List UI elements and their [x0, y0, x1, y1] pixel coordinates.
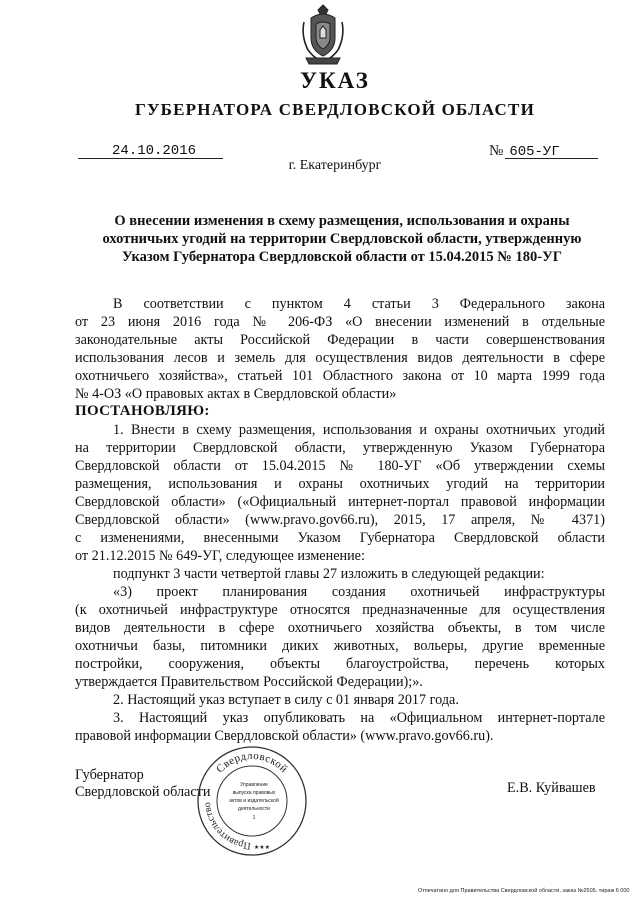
- signatory-region: Свердловской области: [75, 784, 211, 800]
- document-heading: [82, 212, 602, 266]
- signatory-title: Губернатор: [75, 767, 144, 783]
- document-city: г. Екатеринбург: [288, 158, 382, 173]
- stamp-ring-left: Правительство: [201, 801, 252, 852]
- item-1-line: от 21.12.2015 № 649-УГ, следующее изменение:: [75, 548, 365, 564]
- subitem-intro: подпункт 3 части четвертой главы 27 изложить в следующей редакции:: [113, 566, 545, 582]
- preamble-line: использования лесов и земель для осуществления видов деятельности в сфере: [75, 350, 605, 366]
- coat-of-arms-icon: [300, 4, 346, 68]
- item-1-line: на территории Свердловской области, утвержденную Указом Губернатора: [75, 440, 605, 456]
- subitem-line: (к охотничьей инфраструктуре относятся предназначенные для осуществления: [75, 602, 605, 618]
- item-3-line: 3. Настоящий указ опубликовать на «Официальном интернет-портале: [113, 710, 605, 726]
- item-2: 2. Настоящий указ вступает в силу с 01 января 2017 года.: [113, 692, 459, 708]
- stamp-inner-line: актов и издательской: [229, 798, 279, 804]
- subitem-line: «3) проект планирования создания охотничьей инфраструктуры: [113, 584, 605, 600]
- stamp-inner-line: 1: [252, 815, 256, 821]
- preamble-line: законодательные акты Российской Федерации в части совершенствования: [75, 332, 605, 348]
- document-number: 605-УГ: [509, 144, 560, 160]
- preamble-line: № 4-ОЗ «О правовых актах в Свердловской области»: [75, 386, 397, 402]
- item-1-line: с изменениями, внесенными Указом Губернатора Свердловской области: [75, 530, 605, 546]
- stamp-inner-line: Управление: [240, 782, 268, 788]
- official-stamp: [196, 745, 308, 857]
- heading-line: охотничьих угодий на территории Свердловской области, утвержденную: [102, 231, 582, 247]
- preamble-line: охотничьего хозяйства», статьей 101 Областного закона от 10 марта 1999 года: [75, 368, 605, 384]
- stamp-ring-top: Свердловской: [214, 749, 291, 776]
- preamble-line: от 23 июня 2016 года № 206-ФЗ «О внесении изменений в отдельные: [75, 314, 605, 330]
- decree-word: ПОСТАНОВЛЯЮ:: [75, 403, 210, 419]
- document-date: 24.10.2016: [112, 143, 197, 159]
- item-1-line: 1. Внести в схему размещения, использования и охраны охотничьих угодий: [113, 422, 605, 438]
- subitem-line: охотничьи базы, питомники диких животных, вольеры, другие временные: [75, 638, 605, 654]
- number-label: №: [489, 143, 504, 159]
- stamp-stars: ★★★: [253, 844, 271, 851]
- stamp-inner-line: выпуска правовых: [232, 790, 276, 796]
- item-1-line: размещения, использования и охраны охотничьих угодий на территории: [75, 476, 605, 492]
- subitem-line: утверждается Правительством Российской Федерации);».: [75, 674, 423, 690]
- signatory-name: Е.В. Куйвашев: [507, 780, 596, 796]
- subitem-line: видов деятельности в сфере охотничьего хозяйства объекты, в том числе: [75, 620, 605, 636]
- preamble-line: В соответствии с пунктом 4 статьи 3 Федерального закона: [113, 296, 605, 312]
- document-title: УКАЗ: [300, 68, 370, 93]
- document-subtitle: ГУБЕРНАТОРА СВЕРДЛОВСКОЙ ОБЛАСТИ: [134, 100, 536, 119]
- item-1-line: Свердловской области» (www.pravo.gov66.ru), 2015, 17 апреля, № 4371): [75, 512, 605, 528]
- stamp-inner-line: деятельности: [238, 806, 270, 812]
- item-1-line: Свердловской области от 15.04.2015 № 180-УГ «Об утверждении схемы: [75, 458, 605, 474]
- subitem-line: постройки, сооружения, объекты благоустройства, перечень которых: [75, 656, 605, 672]
- print-footer: Отпечатано для Правительства Свердловской области, заказ №2505, тираж 6 000: [418, 888, 630, 894]
- heading-line: Указом Губернатора Свердловской области от 15.04.2015 № 180-УГ: [122, 249, 562, 265]
- item-3-line: правовой информации Свердловской области» (www.pravo.gov66.ru).: [75, 728, 494, 744]
- item-1-line: Свердловской области» («Официальный интернет-портал правовой информации: [75, 494, 605, 510]
- heading-line: О внесении изменения в схему размещения, использования и охраны: [114, 213, 570, 229]
